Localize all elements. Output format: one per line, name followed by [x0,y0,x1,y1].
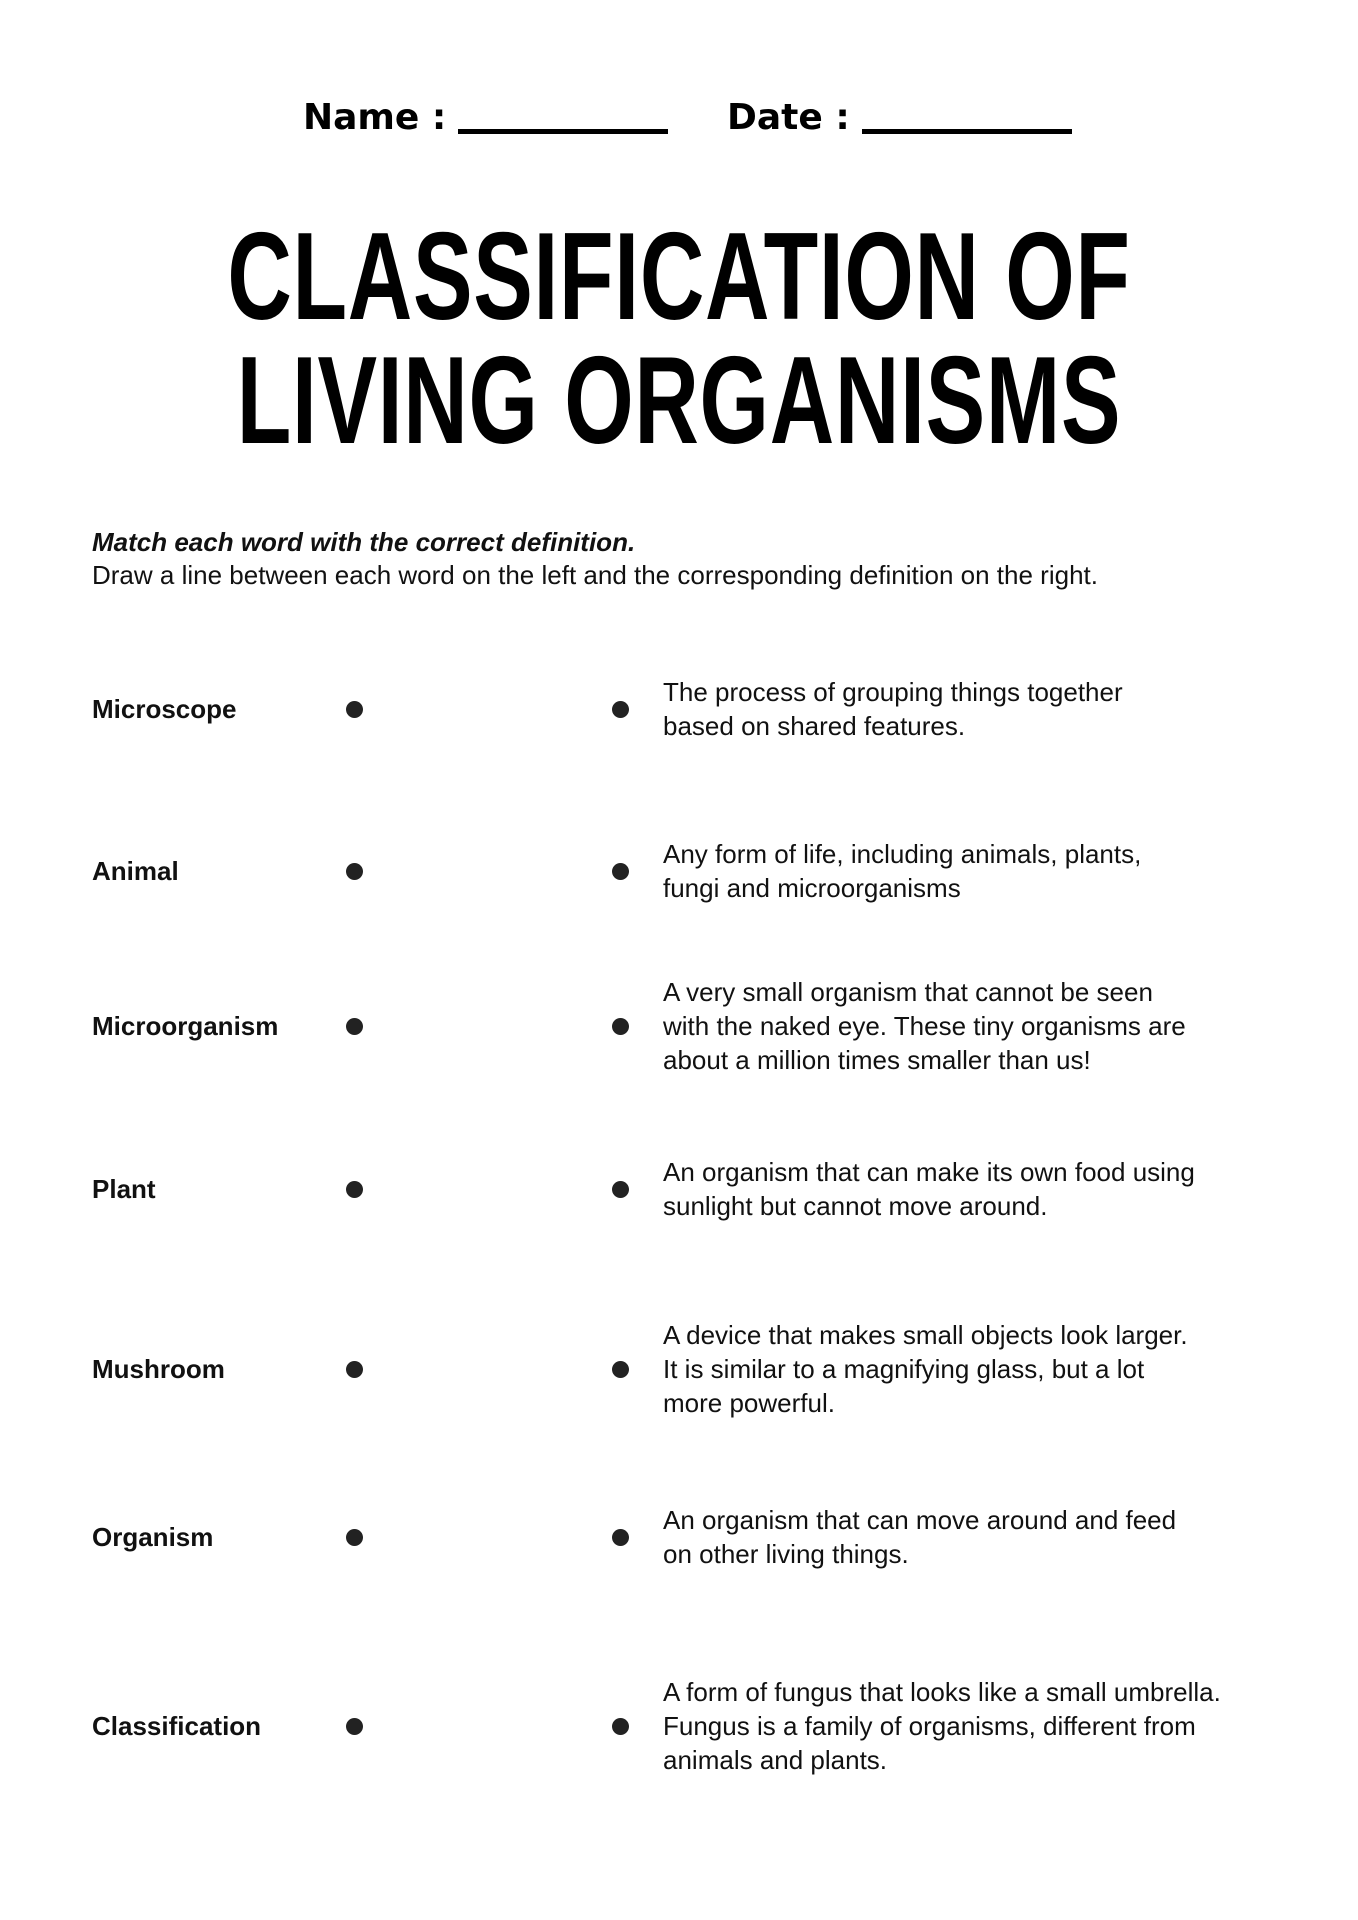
definition-dot[interactable] [612,1529,629,1546]
match-word: Plant [92,1174,156,1204]
word-dot[interactable] [346,1181,363,1198]
word-dot[interactable] [346,1361,363,1378]
match-word: Classification [92,1711,262,1741]
word-dot[interactable] [346,1529,363,1546]
match-definition: Any form of life, including animals, plants, fungi and microorganisms [663,839,1142,903]
name-label: Name : [303,97,447,138]
name-field [303,96,668,140]
date-blank-line[interactable] [862,129,1072,134]
instructions-title: Match each word with the correct definition. [92,527,636,557]
match-word: Animal [92,856,179,886]
word-dot[interactable] [346,863,363,880]
match-definition: An organism that can make its own food using sunlight but cannot move around. [663,1157,1195,1221]
header-fields [0,96,1358,146]
name-blank-line[interactable] [458,129,668,134]
title-line-1: CLASSIFICATION OF [227,208,1131,346]
definition-dot[interactable] [612,1718,629,1735]
match-definition: An organism that can move around and feed on other living things. [663,1505,1177,1569]
match-word: Microorganism [92,1011,279,1041]
date-label: Date : [727,97,850,138]
match-definition: A very small organism that cannot be seen with the naked eye. These tiny organisms are about a million times smaller than us! [663,977,1186,1075]
word-dot[interactable] [346,1018,363,1035]
worksheet-title [190,208,1168,470]
match-word: Organism [92,1522,214,1552]
word-dot[interactable] [346,701,363,718]
date-field [727,96,1072,140]
definition-dot[interactable] [612,1361,629,1378]
match-definition: A device that makes small objects look larger. It is similar to a magnifying glass, but a lot more powerful. [663,1320,1188,1418]
definition-dot[interactable] [612,1181,629,1198]
definition-dot[interactable] [612,863,629,880]
definition-dot[interactable] [612,1018,629,1035]
word-dot[interactable] [346,1718,363,1735]
match-word: Microscope [92,694,237,724]
match-word: Mushroom [92,1354,225,1384]
match-definition: A form of fungus that looks like a small umbrella. Fungus is a family of organisms, different from animals and plants. [663,1677,1221,1775]
match-definition: The process of grouping things together based on shared features. [663,677,1123,741]
definition-dot[interactable] [612,701,629,718]
instructions-text: Draw a line between each word on the left and the corresponding definition on the right. [92,560,1098,590]
title-line-2: LIVING ORGANISMS [236,332,1122,470]
